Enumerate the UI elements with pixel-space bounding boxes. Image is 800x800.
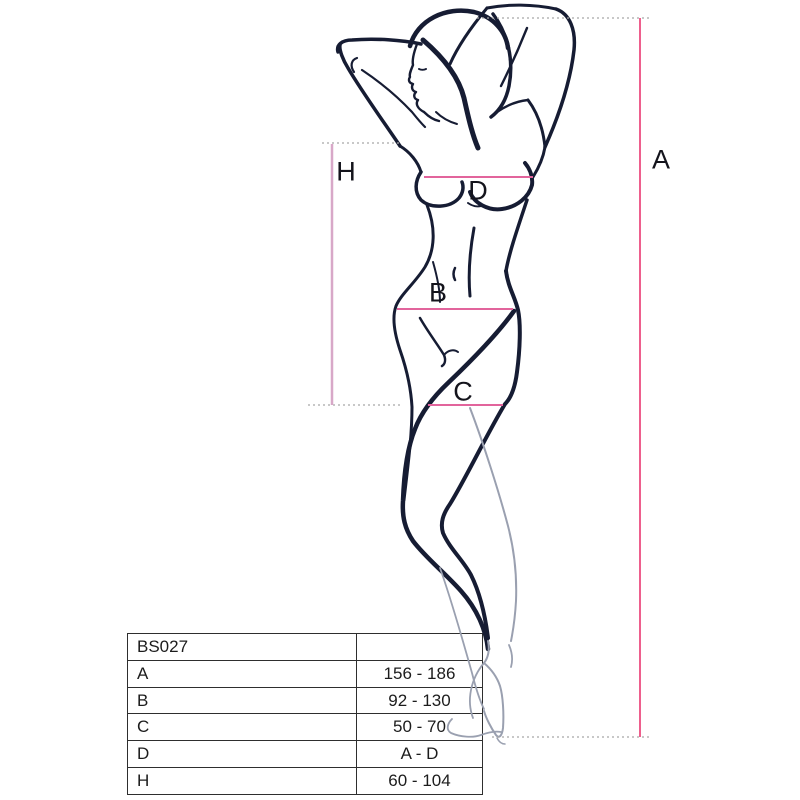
groin-line — [420, 318, 445, 366]
measure-key-cell: A — [128, 660, 357, 687]
left-forearm-inner — [362, 70, 425, 127]
empty-header-cell — [357, 634, 483, 661]
right-bust-top — [533, 147, 545, 177]
table-row — [128, 741, 483, 768]
measure-value-cell: 50 - 70 — [357, 714, 483, 741]
measurement-label-a: A — [651, 144, 671, 175]
measurement-label-b: B — [428, 277, 448, 308]
left-arm-outer — [340, 45, 400, 146]
belly-button — [454, 268, 456, 280]
measure-value-cell: 156 - 186 — [357, 660, 483, 687]
left-forearm-top — [338, 39, 421, 52]
hair-back — [491, 14, 511, 117]
left-breast — [416, 172, 463, 206]
left-waist-hip-outline — [394, 205, 433, 500]
left-elbow-inner — [352, 58, 357, 72]
right-arm-inner — [450, 8, 487, 64]
front-foot — [484, 641, 503, 737]
woman-figure-line-art — [338, 5, 575, 649]
hair-front-lock — [423, 40, 478, 148]
measure-key-cell: D — [128, 741, 357, 768]
right-forearm-crease — [501, 28, 527, 86]
hair-top — [410, 11, 508, 48]
back-ankle-mark — [509, 645, 512, 667]
measure-key-cell: H — [128, 768, 357, 795]
measurement-label-c: C — [453, 376, 473, 407]
nape-line — [497, 100, 528, 112]
measure-value-cell: 60 - 104 — [357, 768, 483, 795]
measure-value-cell: A - D — [357, 741, 483, 768]
measurement-lines — [332, 18, 640, 737]
left-armpit — [400, 146, 421, 172]
product-code-cell: BS027 — [128, 634, 357, 661]
right-arm-top — [487, 5, 556, 9]
groin-arc — [444, 350, 458, 355]
size-table — [127, 633, 483, 795]
measure-value-cell: 92 - 130 — [357, 687, 483, 714]
neck-wisp — [436, 112, 457, 124]
table-row — [128, 660, 483, 687]
table-header-row — [128, 634, 483, 661]
back-leg-outer — [470, 408, 516, 641]
right-arm-outer — [545, 9, 574, 147]
measurement-label-d: D — [468, 175, 488, 206]
measurement-label-h: H — [336, 156, 356, 187]
measure-key-cell: C — [128, 714, 357, 741]
table-row — [128, 687, 483, 714]
face-profile — [409, 44, 439, 121]
right-waist — [506, 200, 527, 271]
table-row — [128, 768, 483, 795]
cross-thigh-and-shin — [403, 311, 514, 649]
torso-center-crease — [469, 228, 474, 296]
right-hip-and-leg — [442, 271, 520, 638]
table-row — [128, 714, 483, 741]
measure-key-cell: B — [128, 687, 357, 714]
right-shoulder — [528, 100, 545, 147]
eye-mark — [419, 69, 426, 70]
toe-mark — [497, 738, 505, 744]
guide-dotted-lines — [308, 18, 650, 737]
